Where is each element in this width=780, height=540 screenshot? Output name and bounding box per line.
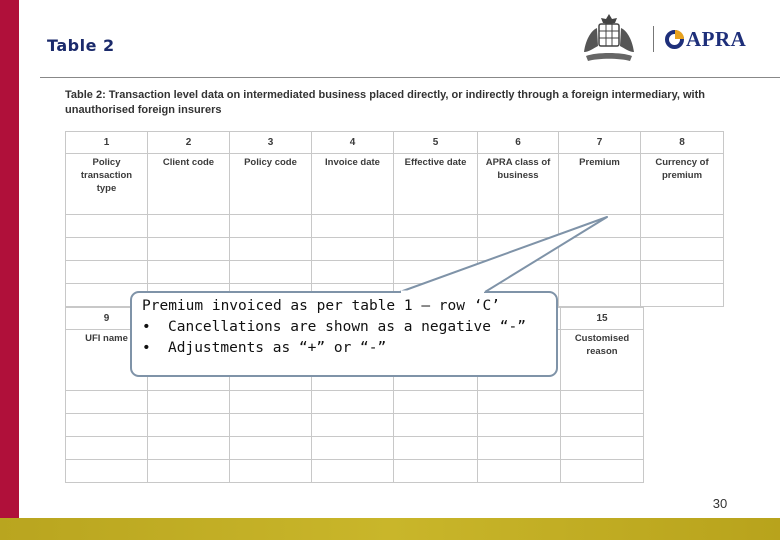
header-divider: [40, 77, 780, 78]
table-cell: [230, 215, 312, 238]
table-cell: [561, 437, 644, 460]
table-cell: [641, 238, 724, 261]
table-cell-text: Client code: [162, 157, 215, 168]
table-cell: [394, 238, 478, 261]
callout-heading: Premium invoiced as per table 1 – row ‘C’: [142, 298, 500, 314]
table-cell: [312, 238, 394, 261]
table-caption: [65, 88, 745, 118]
table-cell: [148, 414, 230, 437]
table-cell: [394, 391, 478, 414]
table-column-number: 1: [66, 132, 148, 154]
table-cell: [148, 215, 230, 238]
table-cell: [478, 437, 561, 460]
table-cell-text: transaction: [80, 170, 133, 181]
table-cell: [312, 391, 394, 414]
table-cell: [559, 238, 641, 261]
callout-bullet-text: Adjustments as “+” or “-”: [168, 340, 387, 356]
premium-callout: [130, 291, 558, 377]
table-cell: [148, 238, 230, 261]
table-cell: [148, 261, 230, 284]
table-cell: [478, 238, 559, 261]
apra-logo-mark-icon: [665, 30, 684, 49]
callout-bullet-item: [142, 338, 546, 359]
table-number-row: [66, 132, 724, 154]
table-column-header: [559, 154, 641, 215]
apra-logo-text: APRA: [686, 26, 747, 51]
callout-bullet-text: Cancellations are shown as a negative “-”: [168, 319, 526, 335]
table-column-number: 2: [148, 132, 230, 154]
table-column-number: 9: [66, 308, 148, 330]
table-column-number: 8: [641, 132, 724, 154]
table-row: [66, 391, 644, 414]
table-cell: [66, 261, 148, 284]
table-cell: [312, 460, 394, 483]
table-cell: [66, 437, 148, 460]
table-cell: [394, 437, 478, 460]
table-column-number: 3: [230, 132, 312, 154]
table-cell: [312, 215, 394, 238]
table-cell: [561, 460, 644, 483]
table-cell: [312, 414, 394, 437]
logo-divider: [653, 26, 654, 52]
table-header-row: [66, 154, 724, 215]
table-column-number: 7: [559, 132, 641, 154]
table-cell: [641, 261, 724, 284]
table-column-number: 6: [478, 132, 559, 154]
table-column-number: 5: [394, 132, 478, 154]
apra-logo: [665, 24, 746, 54]
table-cell: [66, 215, 148, 238]
table-column-header: [230, 154, 312, 215]
table-cell-text: Policy: [92, 157, 121, 168]
table-cell: [66, 238, 148, 261]
table-column-header: [641, 154, 724, 215]
table-cell-text: type: [96, 183, 117, 194]
table-column-header: [148, 154, 230, 215]
table-2-figure: [65, 88, 725, 118]
table-cell: [559, 284, 641, 307]
table-cell: [66, 460, 148, 483]
callout-bullet-item: [142, 317, 546, 338]
table-cell: [641, 284, 724, 307]
table-column-number: 4: [312, 132, 394, 154]
table-cell-text: Currency of: [655, 157, 709, 168]
table-row: [66, 215, 724, 238]
table-cell: [478, 261, 559, 284]
table-cell: [559, 261, 641, 284]
table-cell: [66, 391, 148, 414]
table-column-header: [66, 154, 148, 215]
table-cell: [478, 391, 561, 414]
table-cell: [230, 414, 312, 437]
table-cell: [312, 261, 394, 284]
table-cell-text: Customised: [574, 333, 630, 344]
table-cell-text: APRA class of: [485, 157, 551, 168]
table-row: [66, 238, 724, 261]
slide-title: Table 2: [47, 36, 115, 55]
bullet-icon: •: [142, 340, 151, 356]
table-cell: [478, 414, 561, 437]
table-cell: [148, 437, 230, 460]
bullet-icon: •: [142, 319, 151, 335]
table-cell: [148, 460, 230, 483]
table-column-number: 15: [561, 308, 644, 330]
table-cell-text: reason: [586, 346, 618, 357]
table-cell: [312, 437, 394, 460]
table-caption-line: unauthorised foreign insurers: [65, 104, 222, 116]
table-cell-text: UFI name: [85, 333, 128, 344]
table-cell: [394, 261, 478, 284]
table-cell: [230, 437, 312, 460]
table-cell: [230, 261, 312, 284]
table-cell: [394, 215, 478, 238]
table-row: [66, 460, 644, 483]
table-cell: [394, 414, 478, 437]
table-column-header: [561, 330, 644, 391]
table-caption-line: Table 2: Transaction level data on intermediated business placed directly, or indirectly through a foreign intermediary, with: [65, 89, 705, 101]
table-column-header: [312, 154, 394, 215]
table-cell: [561, 414, 644, 437]
bottom-accent-bar: [0, 518, 780, 540]
table-cell: [394, 460, 478, 483]
table-cell-text: Invoice date: [325, 157, 380, 168]
table-cell: [561, 391, 644, 414]
table-cell: [478, 460, 561, 483]
table-cell: [66, 414, 148, 437]
table-row: [66, 414, 644, 437]
table-cell: [641, 215, 724, 238]
table-cell-text: premium: [661, 170, 703, 181]
table-cell: [230, 391, 312, 414]
table-row: [66, 261, 724, 284]
table-cell: [148, 391, 230, 414]
table-cell-text: business: [497, 170, 539, 181]
table-cell-text: Effective date: [404, 157, 467, 168]
table-cell: [559, 215, 641, 238]
page-number: 30: [712, 496, 728, 511]
table-cell: [230, 238, 312, 261]
table-top-section: [65, 131, 724, 307]
table-cell: [230, 460, 312, 483]
table-cell-text: Premium: [579, 157, 620, 168]
left-accent-bar: [0, 0, 19, 540]
table-row: [66, 437, 644, 460]
table-column-header: [394, 154, 478, 215]
table-cell: [478, 215, 559, 238]
table-cell-text: Policy code: [244, 157, 297, 168]
australian-coat-of-arms-icon: [580, 12, 638, 64]
table-column-header: [478, 154, 559, 215]
